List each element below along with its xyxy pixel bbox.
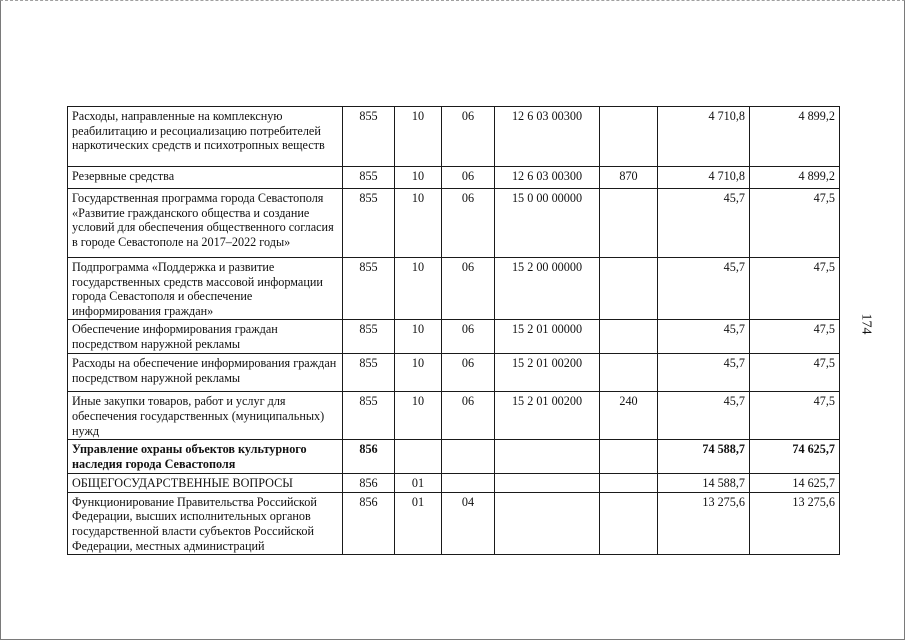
amount-year1-cell: 45,7 — [658, 392, 750, 440]
section-code-cell: 10 — [395, 320, 442, 354]
ved-code-cell: 855 — [343, 189, 395, 258]
expense-type-cell — [600, 492, 658, 554]
ved-code-cell: 855 — [343, 354, 395, 392]
amount-year1-cell: 45,7 — [658, 258, 750, 320]
row-name-cell: Резервные средства — [68, 167, 343, 189]
ved-code-cell: 855 — [343, 258, 395, 320]
subsection-code-cell: 06 — [442, 354, 495, 392]
budget-table — [67, 106, 840, 555]
table-row — [68, 320, 840, 354]
amount-year2-cell: 74 625,7 — [750, 440, 840, 474]
row-name-cell: Обеспечение информирования граждан посредством наружной рекламы — [68, 320, 343, 354]
row-name-cell: ОБЩЕГОСУДАРСТВЕННЫЕ ВОПРОСЫ — [68, 474, 343, 493]
page-number: 174 — [858, 313, 874, 335]
section-code-cell: 01 — [395, 474, 442, 493]
section-code-cell: 10 — [395, 167, 442, 189]
table-row — [68, 440, 840, 474]
section-code-cell: 10 — [395, 392, 442, 440]
expense-type-cell — [600, 440, 658, 474]
amount-year2-cell: 13 275,6 — [750, 492, 840, 554]
expense-type-cell — [600, 107, 658, 167]
target-article-cell: 15 0 00 00000 — [495, 189, 600, 258]
target-article-cell: 12 6 03 00300 — [495, 107, 600, 167]
table-row — [68, 474, 840, 493]
amount-year1-cell: 4 710,8 — [658, 107, 750, 167]
section-code-cell: 01 — [395, 492, 442, 554]
target-article-cell: 15 2 00 00000 — [495, 258, 600, 320]
row-name-cell: Иные закупки товаров, работ и услуг для обеспечения государственных (муниципальных) нужд — [68, 392, 343, 440]
target-article-cell — [495, 474, 600, 493]
section-code-cell: 10 — [395, 258, 442, 320]
amount-year2-cell: 47,5 — [750, 320, 840, 354]
amount-year1-cell: 4 710,8 — [658, 167, 750, 189]
subsection-code-cell: 06 — [442, 107, 495, 167]
row-name-cell: Расходы на обеспечение информирования граждан посредством наружной рекламы — [68, 354, 343, 392]
row-name-cell: Государственная программа города Севастополя «Развитие гражданского общества и создание условий для обеспечения общественного согласия в городе Севастополе на 2017–2022 годы» — [68, 189, 343, 258]
table-row — [68, 392, 840, 440]
target-article-cell: 15 2 01 00000 — [495, 320, 600, 354]
amount-year1-cell: 45,7 — [658, 354, 750, 392]
expense-type-cell — [600, 354, 658, 392]
ved-code-cell: 856 — [343, 492, 395, 554]
subsection-code-cell: 06 — [442, 320, 495, 354]
table-row — [68, 189, 840, 258]
subsection-code-cell: 06 — [442, 167, 495, 189]
expense-type-cell — [600, 320, 658, 354]
table-row — [68, 258, 840, 320]
amount-year2-cell: 47,5 — [750, 189, 840, 258]
table-row — [68, 492, 840, 554]
section-code-cell: 10 — [395, 189, 442, 258]
expense-type-cell — [600, 474, 658, 493]
ved-code-cell: 855 — [343, 167, 395, 189]
subsection-code-cell: 06 — [442, 189, 495, 258]
subsection-code-cell — [442, 440, 495, 474]
section-code-cell — [395, 440, 442, 474]
table-row — [68, 354, 840, 392]
target-article-cell — [495, 440, 600, 474]
target-article-cell — [495, 492, 600, 554]
ved-code-cell: 856 — [343, 440, 395, 474]
ved-code-cell: 855 — [343, 320, 395, 354]
row-name-cell: Расходы, направленные на комплексную реабилитацию и ресоциализацию потребителей наркотических средств и психотропных веществ — [68, 107, 343, 167]
amount-year1-cell: 45,7 — [658, 189, 750, 258]
row-name-cell: Функционирование Правительства Российской Федерации, высших исполнительных органов государственной власти субъектов Российской Федерации, местных администраций — [68, 492, 343, 554]
ved-code-cell: 855 — [343, 392, 395, 440]
row-name-cell: Управление охраны объектов культурного наследия города Севастополя — [68, 440, 343, 474]
target-article-cell: 15 2 01 00200 — [495, 354, 600, 392]
amount-year1-cell: 74 588,7 — [658, 440, 750, 474]
table-row — [68, 107, 840, 167]
target-article-cell: 12 6 03 00300 — [495, 167, 600, 189]
ved-code-cell: 856 — [343, 474, 395, 493]
amount-year1-cell: 45,7 — [658, 320, 750, 354]
expense-type-cell: 870 — [600, 167, 658, 189]
amount-year2-cell: 47,5 — [750, 392, 840, 440]
amount-year2-cell: 4 899,2 — [750, 107, 840, 167]
amount-year2-cell: 47,5 — [750, 258, 840, 320]
amount-year1-cell: 13 275,6 — [658, 492, 750, 554]
amount-year2-cell: 4 899,2 — [750, 167, 840, 189]
expense-type-cell — [600, 258, 658, 320]
ved-code-cell: 855 — [343, 107, 395, 167]
amount-year1-cell: 14 588,7 — [658, 474, 750, 493]
expense-type-cell: 240 — [600, 392, 658, 440]
row-name-cell: Подпрограмма «Поддержка и развитие государственных средств массовой информации города Севастополя и обеспечение информирования граждан» — [68, 258, 343, 320]
subsection-code-cell: 04 — [442, 492, 495, 554]
amount-year2-cell: 47,5 — [750, 354, 840, 392]
table-row — [68, 167, 840, 189]
subsection-code-cell — [442, 474, 495, 493]
subsection-code-cell: 06 — [442, 392, 495, 440]
section-code-cell: 10 — [395, 107, 442, 167]
section-code-cell: 10 — [395, 354, 442, 392]
expense-type-cell — [600, 189, 658, 258]
target-article-cell: 15 2 01 00200 — [495, 392, 600, 440]
subsection-code-cell: 06 — [442, 258, 495, 320]
amount-year2-cell: 14 625,7 — [750, 474, 840, 493]
